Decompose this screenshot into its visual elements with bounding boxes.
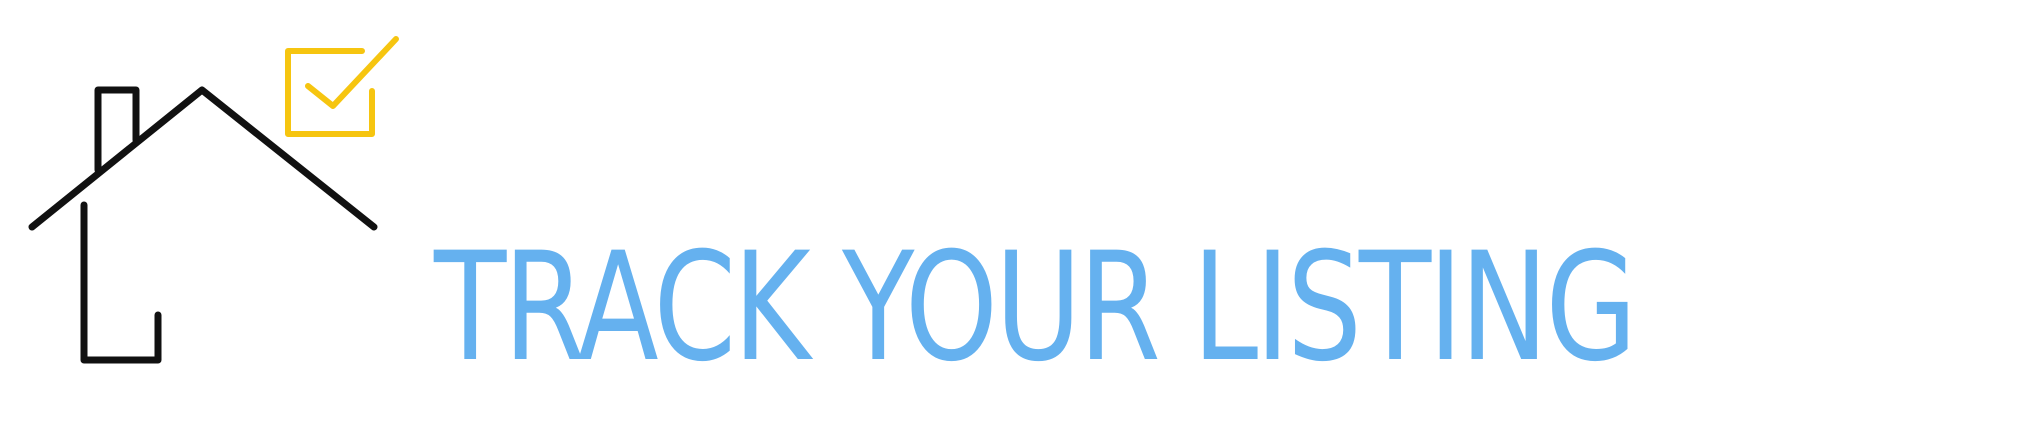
- logo-mark: [0, 0, 420, 380]
- checkbox-check-icon: [288, 39, 396, 134]
- house-icon: [32, 90, 374, 360]
- brand-title: TRACK YOUR LISTING: [434, 221, 1635, 395]
